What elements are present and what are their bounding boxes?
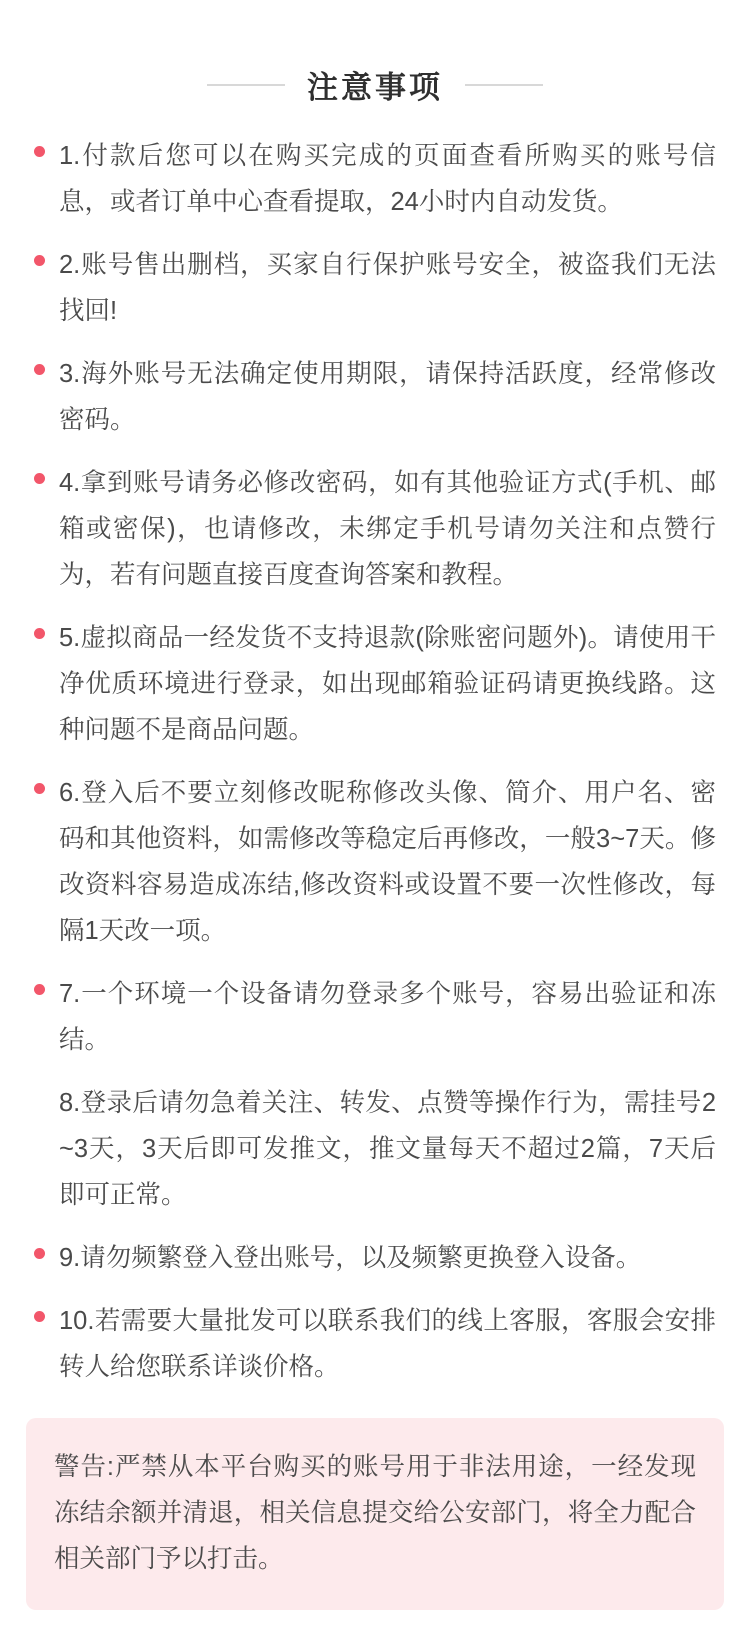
list-item bbox=[34, 133, 716, 225]
list-item-text: 10.若需要大量批发可以联系我们的线上客服，客服会安排转人给您联系详谈价格。 bbox=[59, 1307, 716, 1381]
list-item bbox=[34, 615, 716, 753]
list-item bbox=[34, 242, 716, 334]
list-item-text: 7.一个环境一个设备请勿登录多个账号，容易出验证和冻结。 bbox=[59, 980, 716, 1054]
bullet-dot-icon bbox=[34, 628, 45, 639]
list-item-text: 3.海外账号无法确定使用期限，请保持活跃度，经常修改密码。 bbox=[59, 360, 716, 434]
list-item-text: 4.拿到账号请务必修改密码，如有其他验证方式(手机、邮箱或密保)，也请修改，未绑定手机号请勿关注和点赞行为，若有问题直接百度查询答案和教程。 bbox=[59, 469, 716, 589]
header-rule-left bbox=[207, 84, 285, 86]
list-item-text: 6.登入后不要立刻修改昵称修改头像、简介、用户名、密码和其他资料，如需修改等稳定后再修改，一般3~7天。修改资料容易造成冻结,修改资料或设置不要一次性修改，每隔1天改一项。 bbox=[59, 779, 716, 945]
list-item bbox=[34, 770, 716, 954]
list-item-text: 2.账号售出删档，买家自行保护账号安全，被盗我们无法找回! bbox=[59, 251, 716, 325]
list-item bbox=[34, 1298, 716, 1390]
list-item-text: 8.登录后请勿急着关注、转发、点赞等操作行为，需挂号2~3天，3天后即可发推文，推文量每天不超过2篇，7天后即可正常。 bbox=[59, 1089, 716, 1209]
warning-text: 警告:严禁从本平台购买的账号用于非法用途，一经发现冻结余额并清退，相关信息提交给公安部门，将全力配合相关部门予以打击。 bbox=[54, 1453, 696, 1573]
list-item bbox=[34, 1235, 716, 1281]
header-rule-right bbox=[465, 84, 543, 86]
list-item bbox=[34, 1080, 716, 1218]
list-item bbox=[34, 971, 716, 1063]
list-item bbox=[34, 460, 716, 598]
bullet-dot-icon bbox=[34, 1248, 45, 1259]
notice-list bbox=[0, 133, 750, 1390]
bullet-dot-icon bbox=[34, 1093, 45, 1104]
bullet-dot-icon bbox=[34, 146, 45, 157]
bullet-dot-icon bbox=[34, 255, 45, 266]
bullet-dot-icon bbox=[34, 984, 45, 995]
page-title: 注意事项 bbox=[307, 70, 443, 105]
bullet-dot-icon bbox=[34, 783, 45, 794]
bullet-dot-icon bbox=[34, 364, 45, 375]
list-item-text: 5.虚拟商品一经发货不支持退款(除账密问题外)。请使用干净优质环境进行登录，如出现邮箱验证码请更换线路。这种问题不是商品问题。 bbox=[59, 624, 716, 744]
list-item bbox=[34, 351, 716, 443]
bullet-dot-icon bbox=[34, 473, 45, 484]
bullet-dot-icon bbox=[34, 1311, 45, 1322]
warning-box bbox=[26, 1418, 724, 1610]
list-item-text: 9.请勿频繁登入登出账号，以及频繁更换登入设备。 bbox=[59, 1244, 642, 1272]
page-header bbox=[0, 62, 750, 107]
list-item-text: 1.付款后您可以在购买完成的页面查看所购买的账号信息，或者订单中心查看提取，24小时内自动发货。 bbox=[59, 142, 716, 216]
